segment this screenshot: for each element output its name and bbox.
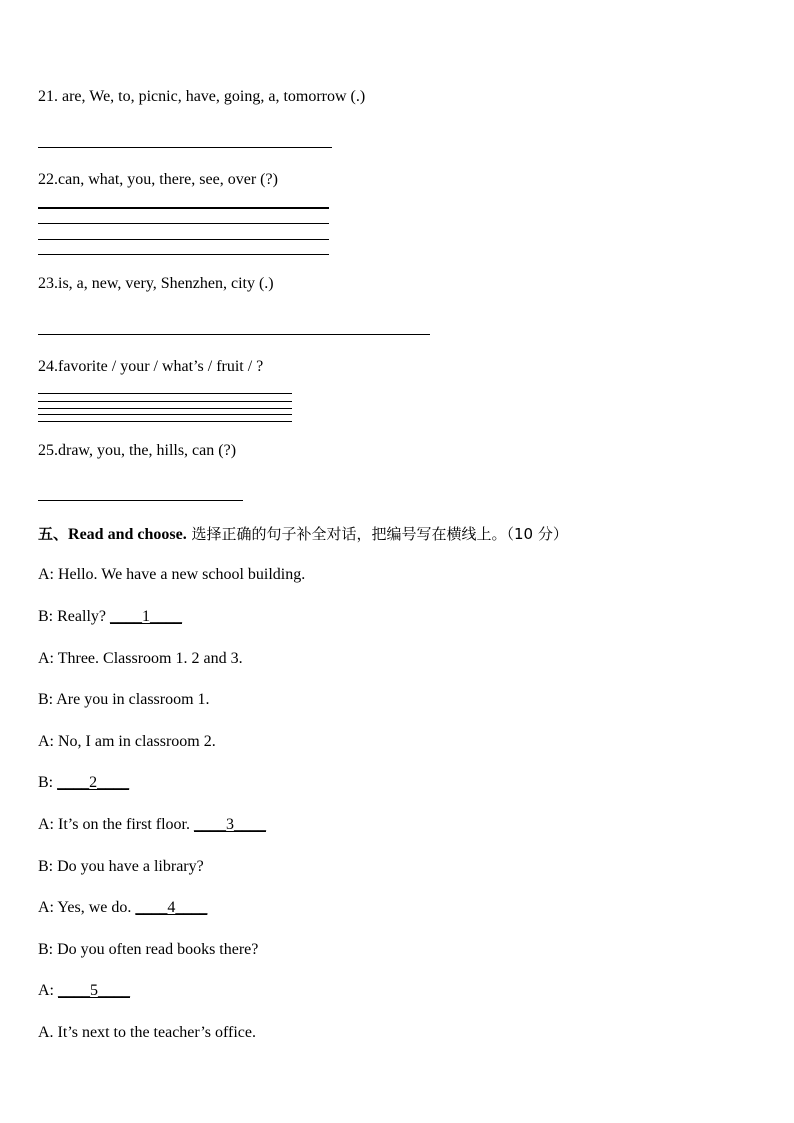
dialogue-line	[38, 898, 207, 918]
dialogue-line	[38, 690, 210, 710]
question-23	[38, 274, 274, 294]
section-heading	[38, 524, 568, 545]
answer-blank-1[interactable]: ____1____	[109, 608, 182, 625]
answer-line[interactable]	[38, 500, 243, 501]
dialogue-text: A: It’s on the first floor.	[38, 816, 194, 833]
answer-line[interactable]	[38, 393, 292, 394]
answer-blank-5[interactable]: ____5____	[58, 982, 130, 999]
answer-line[interactable]	[38, 408, 292, 409]
dialogue-text: A: Hello. We have a new school building.	[38, 566, 306, 583]
section-title-cn: 选择正确的句子补全对话，把编号写在横线上。（10 分）	[186, 525, 568, 543]
dialogue-text: A: No, I am in classroom 2.	[38, 733, 216, 750]
dialogue-text: A:	[38, 982, 58, 999]
answer-blank-3[interactable]: ____3____	[193, 816, 266, 833]
question-21	[38, 87, 365, 107]
dialogue-line	[38, 940, 258, 960]
answer-line[interactable]	[38, 207, 329, 209]
dialogue-line	[38, 981, 130, 1001]
question-number: 23	[38, 275, 54, 292]
question-text: . are, We, to, picnic, have, going, a, tomorrow (.)	[54, 88, 366, 105]
dialogue-text: A: Yes, we do.	[38, 899, 136, 916]
answer-blank-2[interactable]: ____2____	[57, 774, 130, 791]
question-text: .draw, you, the, hills, can (?)	[54, 442, 237, 459]
dialogue-line	[38, 732, 216, 752]
dialogue-text: B: Do you often read books there?	[38, 941, 259, 958]
option-line	[38, 1023, 256, 1043]
dialogue-line	[38, 565, 305, 585]
section-prefix: 五、	[38, 525, 69, 543]
dialogue-text: B: Do you have a library?	[38, 858, 204, 875]
answer-line[interactable]	[38, 334, 430, 335]
question-text: .is, a, new, very, Shenzhen, city (.)	[54, 275, 274, 292]
dialogue-line	[38, 815, 266, 835]
dialogue-text: B:	[38, 774, 58, 791]
dialogue-text: B: Really?	[38, 608, 110, 625]
dialogue-line	[38, 649, 243, 669]
dialogue-line	[38, 857, 204, 877]
question-24	[38, 357, 263, 377]
question-25	[38, 441, 236, 461]
dialogue-text: A: Three. Classroom 1. 2 and 3.	[38, 650, 243, 667]
question-number: 25	[38, 442, 54, 459]
answer-line[interactable]	[38, 147, 332, 148]
question-text: .can, what, you, there, see, over (?)	[54, 171, 278, 188]
question-text: .favorite / your / what’s / fruit / ?	[54, 358, 264, 375]
question-number: 21	[38, 88, 54, 105]
answer-line[interactable]	[38, 254, 329, 255]
option-text: A. It’s next to the teacher’s office.	[38, 1024, 256, 1041]
answer-line[interactable]	[38, 414, 292, 415]
dialogue-line	[38, 773, 129, 793]
dialogue-line	[38, 607, 182, 627]
question-number: 22	[38, 171, 54, 188]
answer-line[interactable]	[38, 401, 292, 402]
answer-blank-4[interactable]: ____4____	[135, 899, 208, 916]
answer-line[interactable]	[38, 223, 329, 224]
question-22	[38, 170, 278, 190]
question-number: 24	[38, 358, 54, 375]
dialogue-text: B: Are you in classroom 1.	[38, 691, 210, 708]
answer-line[interactable]	[38, 239, 329, 240]
section-title-en: Read and choose.	[68, 526, 187, 543]
answer-line[interactable]	[38, 421, 292, 422]
